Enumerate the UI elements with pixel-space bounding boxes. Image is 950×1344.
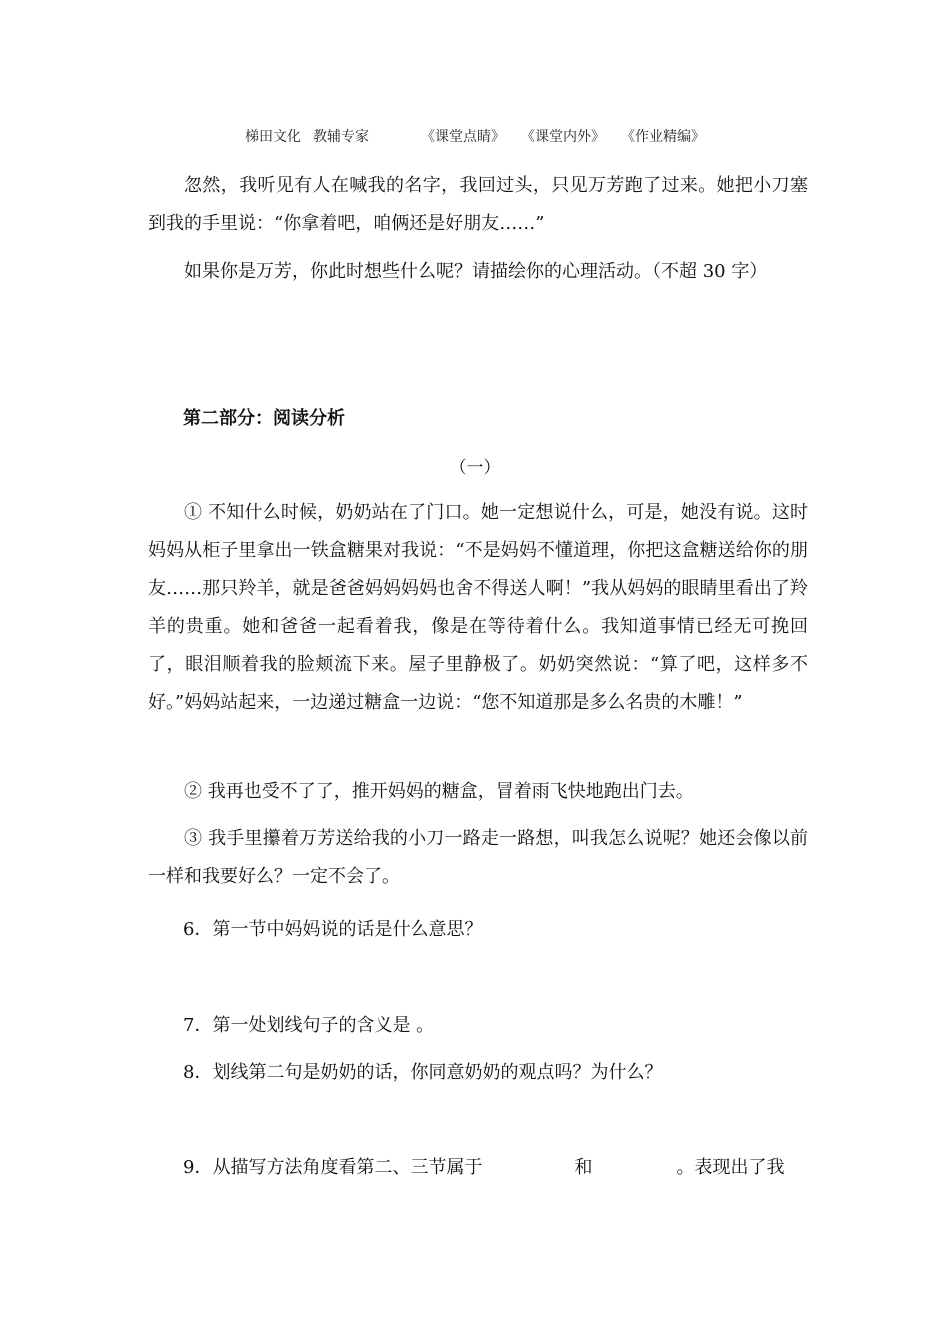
- header-book-2: 《课堂内外》: [521, 129, 605, 145]
- question-7: 7．第一处划线句子的含义是 。: [183, 1015, 435, 1036]
- answer-blank-2[interactable]: [592, 1153, 676, 1179]
- question-9: [183, 1153, 808, 1179]
- question-9-text-2: 和: [574, 1157, 593, 1178]
- passage-paragraph-3: ③ 我手里攥着万芳送给我的小刀一路走一路想，叫我怎么说呢？她还会像以前一样和我要好么？一定不会了。: [148, 828, 808, 887]
- header-book-1: 《课堂点睛》: [421, 129, 505, 145]
- section-title: 第二部分：阅读分析: [183, 408, 345, 429]
- page-header: [0, 126, 950, 146]
- header-book-3: 《作业精编》: [621, 129, 705, 145]
- intro-question: 如果你是万芳，你此时想些什么呢？请描绘你的心理活动。（不超 30 字）: [184, 261, 768, 282]
- answer-blank-1[interactable]: [482, 1153, 574, 1179]
- intro-paragraph: 忽然，我听见有人在喊我的名字，我回过头，只见万芳跑了过来。她把小刀塞到我的手里说：“你拿着吧，咱俩还是好朋友……”: [148, 175, 808, 234]
- question-8: 8．划线第二句是奶奶的话，你同意奶奶的观点吗？为什么？: [183, 1062, 663, 1083]
- header-brand: 梯田文化: [245, 129, 301, 145]
- passage-paragraph-2: ② 我再也受不了了，推开妈妈的糖盒，冒着雨飞快地跑出门去。: [184, 781, 694, 802]
- question-9-text-3: 。表现出了我: [676, 1157, 785, 1178]
- passage-number: （一）: [449, 458, 501, 478]
- question-9-text-1: 9．从描写方法角度看第二、三节属于: [183, 1157, 483, 1178]
- header-tagline: 教辅专家: [313, 129, 369, 145]
- passage-paragraph-1: ① 不知什么时候，奶奶站在了门口。她一定想说什么，可是，她没有说。这时妈妈从柜子里拿出一铁盒糖果对我说：“不是妈妈不懂道理，你把这盒糖送给你的朋友……那只羚羊，就是爸爸妈妈妈妈也舍不得送人啊！”我从妈妈的眼睛里看出了羚羊的贵重。她和爸爸一起看着我，像是在等待着什么。我知道事情已经无可挽回了，眼泪顺着我的脸颊流下来。屋子里静极了。奶奶突然说：“算了吧，这样多不好。”妈妈站起来，一边递过糖盒一边说：“您不知道那是多么名贵的木雕！”: [148, 502, 808, 713]
- question-6: 6．第一节中妈妈说的话是什么意思？: [183, 919, 483, 940]
